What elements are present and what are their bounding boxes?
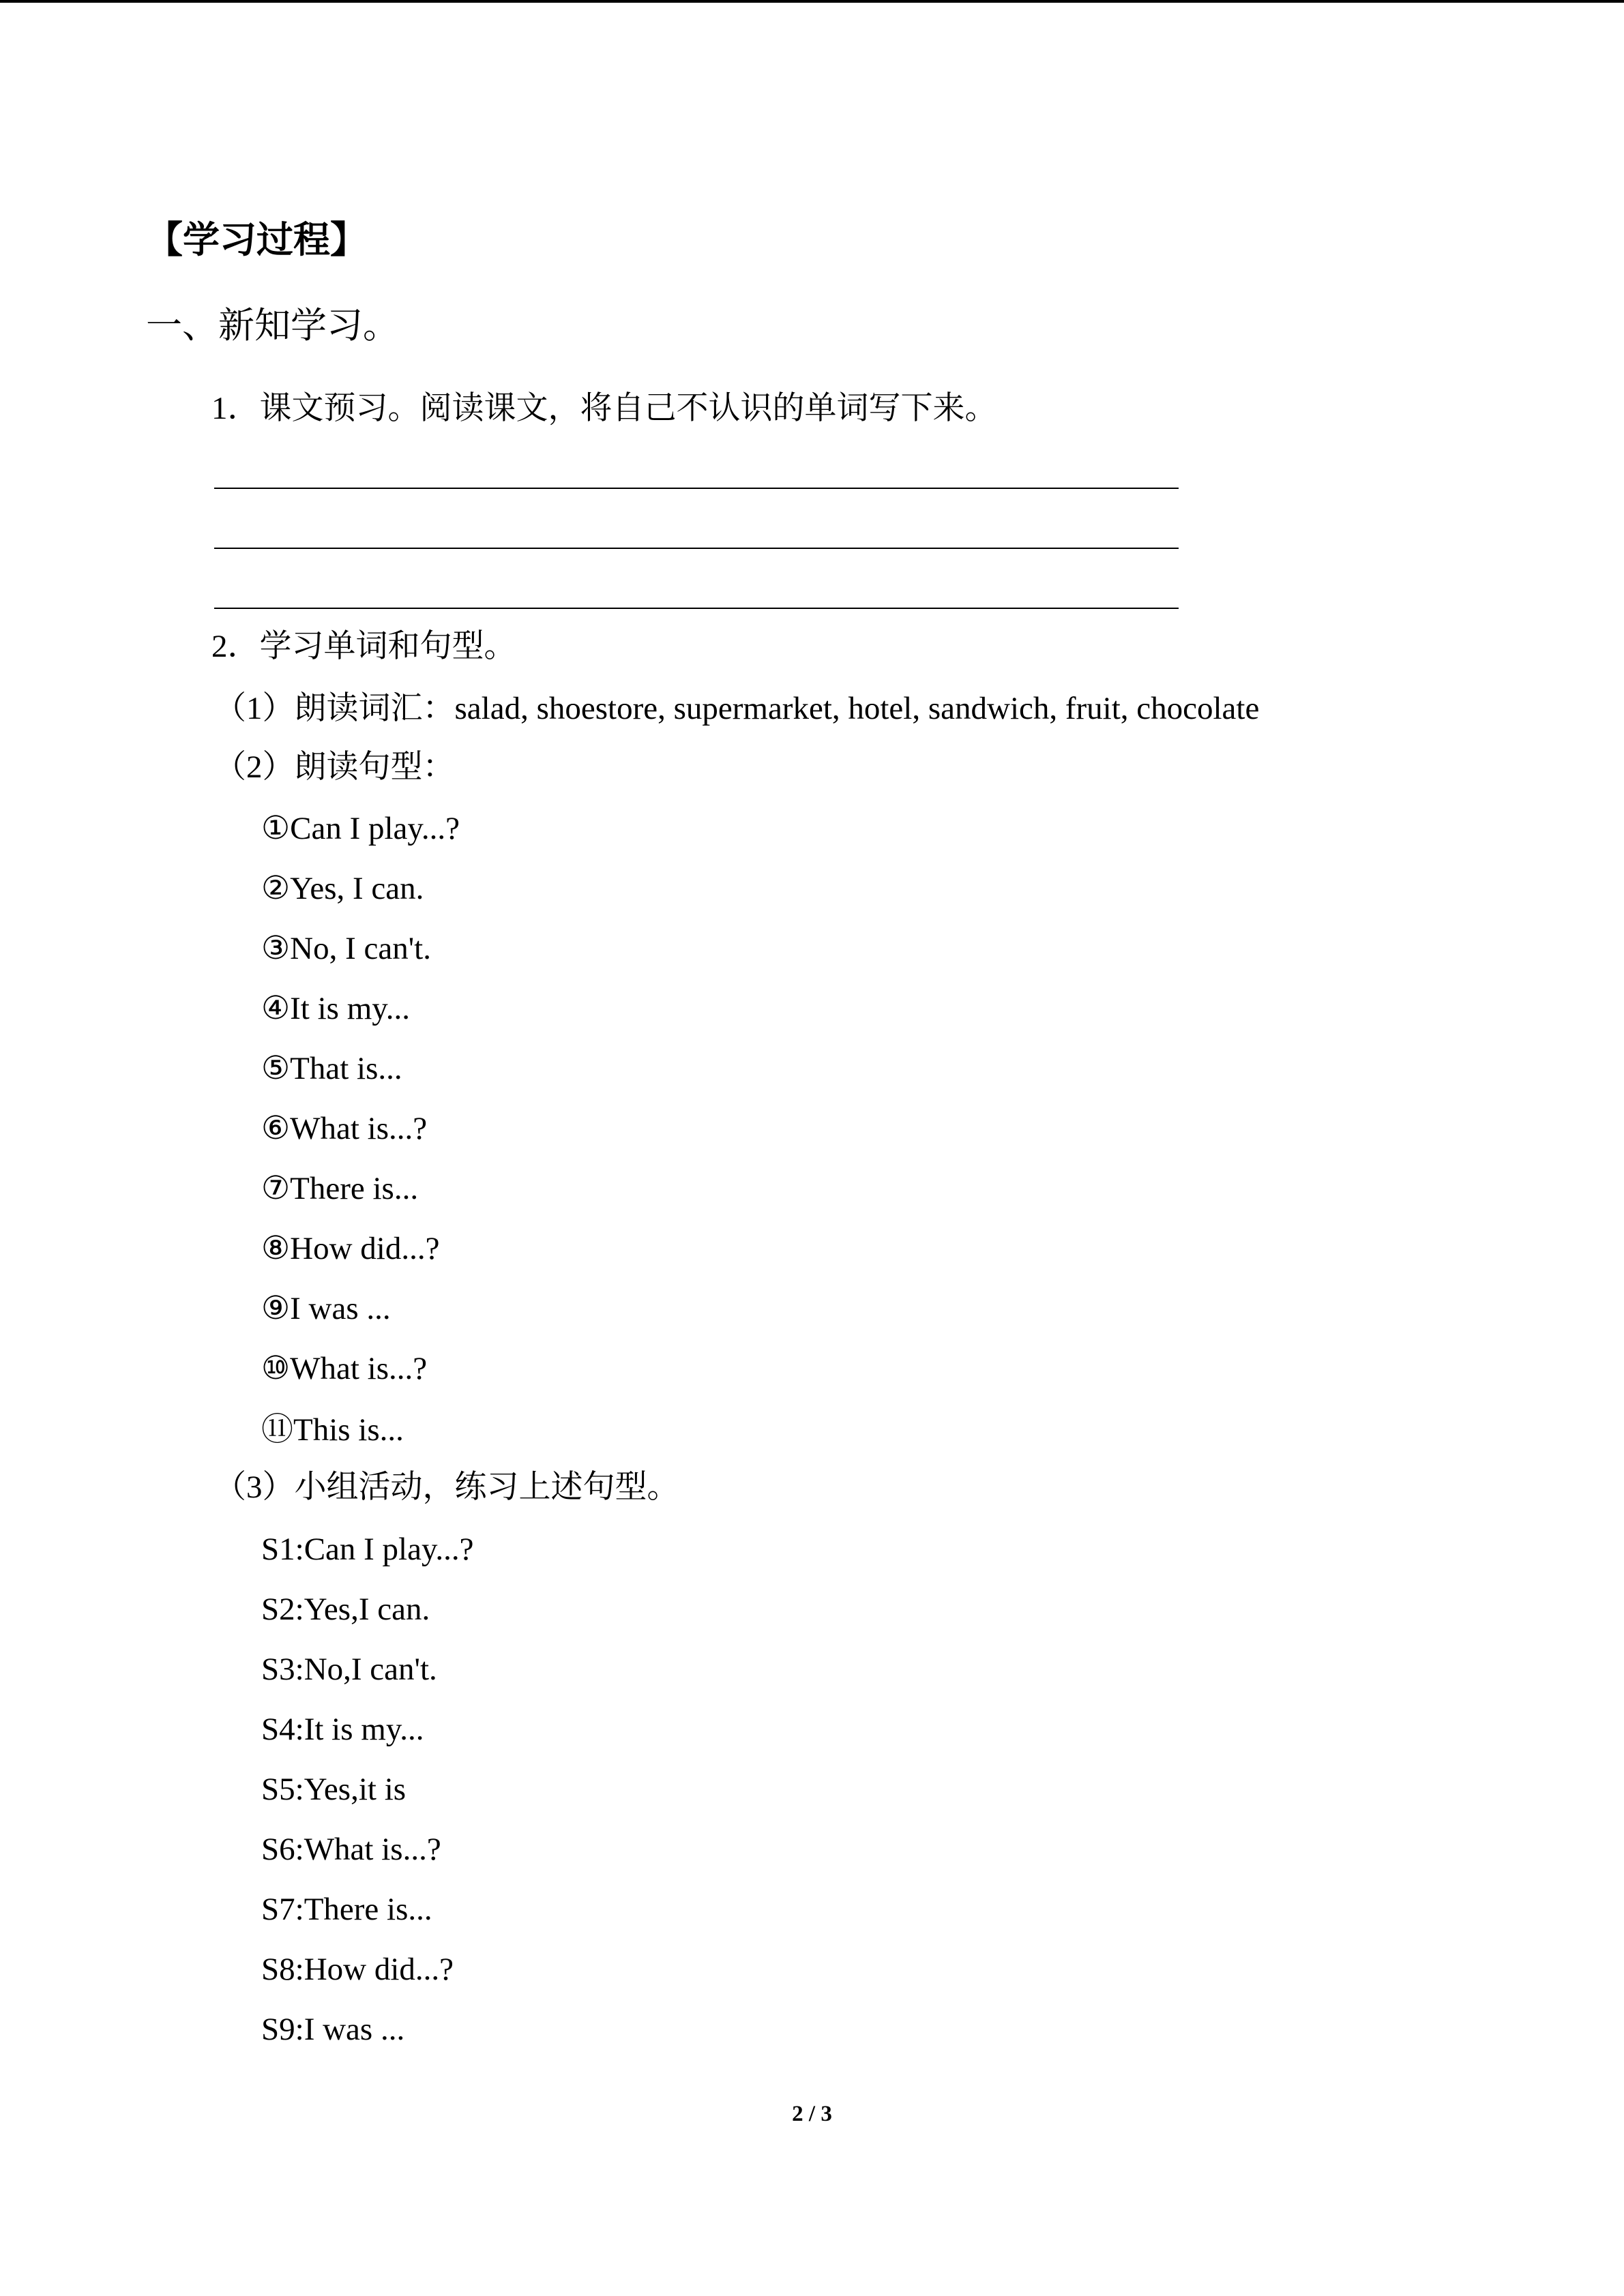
sentence-item: ②Yes, I can. <box>261 871 424 906</box>
top-border-rule <box>0 0 1624 3</box>
part-title: 一、新知学习。 <box>146 306 399 346</box>
sentence-item: ①Can I play...? <box>261 811 460 846</box>
dialogue-line: S2:Yes,I can. <box>261 1592 430 1627</box>
dialogue-line: S5:Yes,it is <box>261 1772 407 1807</box>
sentence-item: ⑤That is... <box>261 1051 402 1086</box>
step1-instruction: 1．课文预习。阅读课文，将自己不认识的单词写下来。 <box>211 391 997 426</box>
sentence-title: （2）朗读句型： <box>214 749 455 785</box>
answer-blank-line-1 <box>214 488 1179 489</box>
dialogue-line: S9:I was ... <box>261 2012 405 2047</box>
answer-blank-line-3 <box>214 608 1179 609</box>
vocab-line: （1）朗读词汇：salad, shoestore, supermarket, hotel, sandwich, fruit, chocolate <box>214 691 1260 726</box>
dialogue-line: S7:There is... <box>261 1892 432 1927</box>
sentence-item: ③No, I can't. <box>261 931 431 966</box>
answer-blank-line-2 <box>214 548 1179 549</box>
dialogue-line: S4:It is my... <box>261 1712 424 1747</box>
dialogue-line: S1:Can I play...? <box>261 1532 474 1567</box>
section-title: 【学习过程】 <box>146 220 367 260</box>
group-activity-title: （3）小组活动，练习上述句型。 <box>214 1470 679 1505</box>
dialogue-line: S8:How did...? <box>261 1952 454 1987</box>
dialogue-line: S3:No,I can't. <box>261 1652 437 1687</box>
sentence-item: ⑦There is... <box>261 1171 419 1206</box>
sentence-item: ⑥What is...? <box>261 1111 428 1146</box>
sentence-item: ⑧How did...? <box>261 1231 440 1266</box>
step2-title: 2．学习单词和句型。 <box>211 629 516 664</box>
sentence-item: ⑨I was ... <box>261 1291 391 1326</box>
page-number: 2 / 3 <box>792 2102 832 2126</box>
dialogue-line: S6:What is...? <box>261 1832 441 1867</box>
sentence-item: ⑩What is...? <box>261 1351 428 1386</box>
sentence-item: ④It is my... <box>261 991 410 1026</box>
sentence-item: ⑪This is... <box>261 1412 404 1448</box>
